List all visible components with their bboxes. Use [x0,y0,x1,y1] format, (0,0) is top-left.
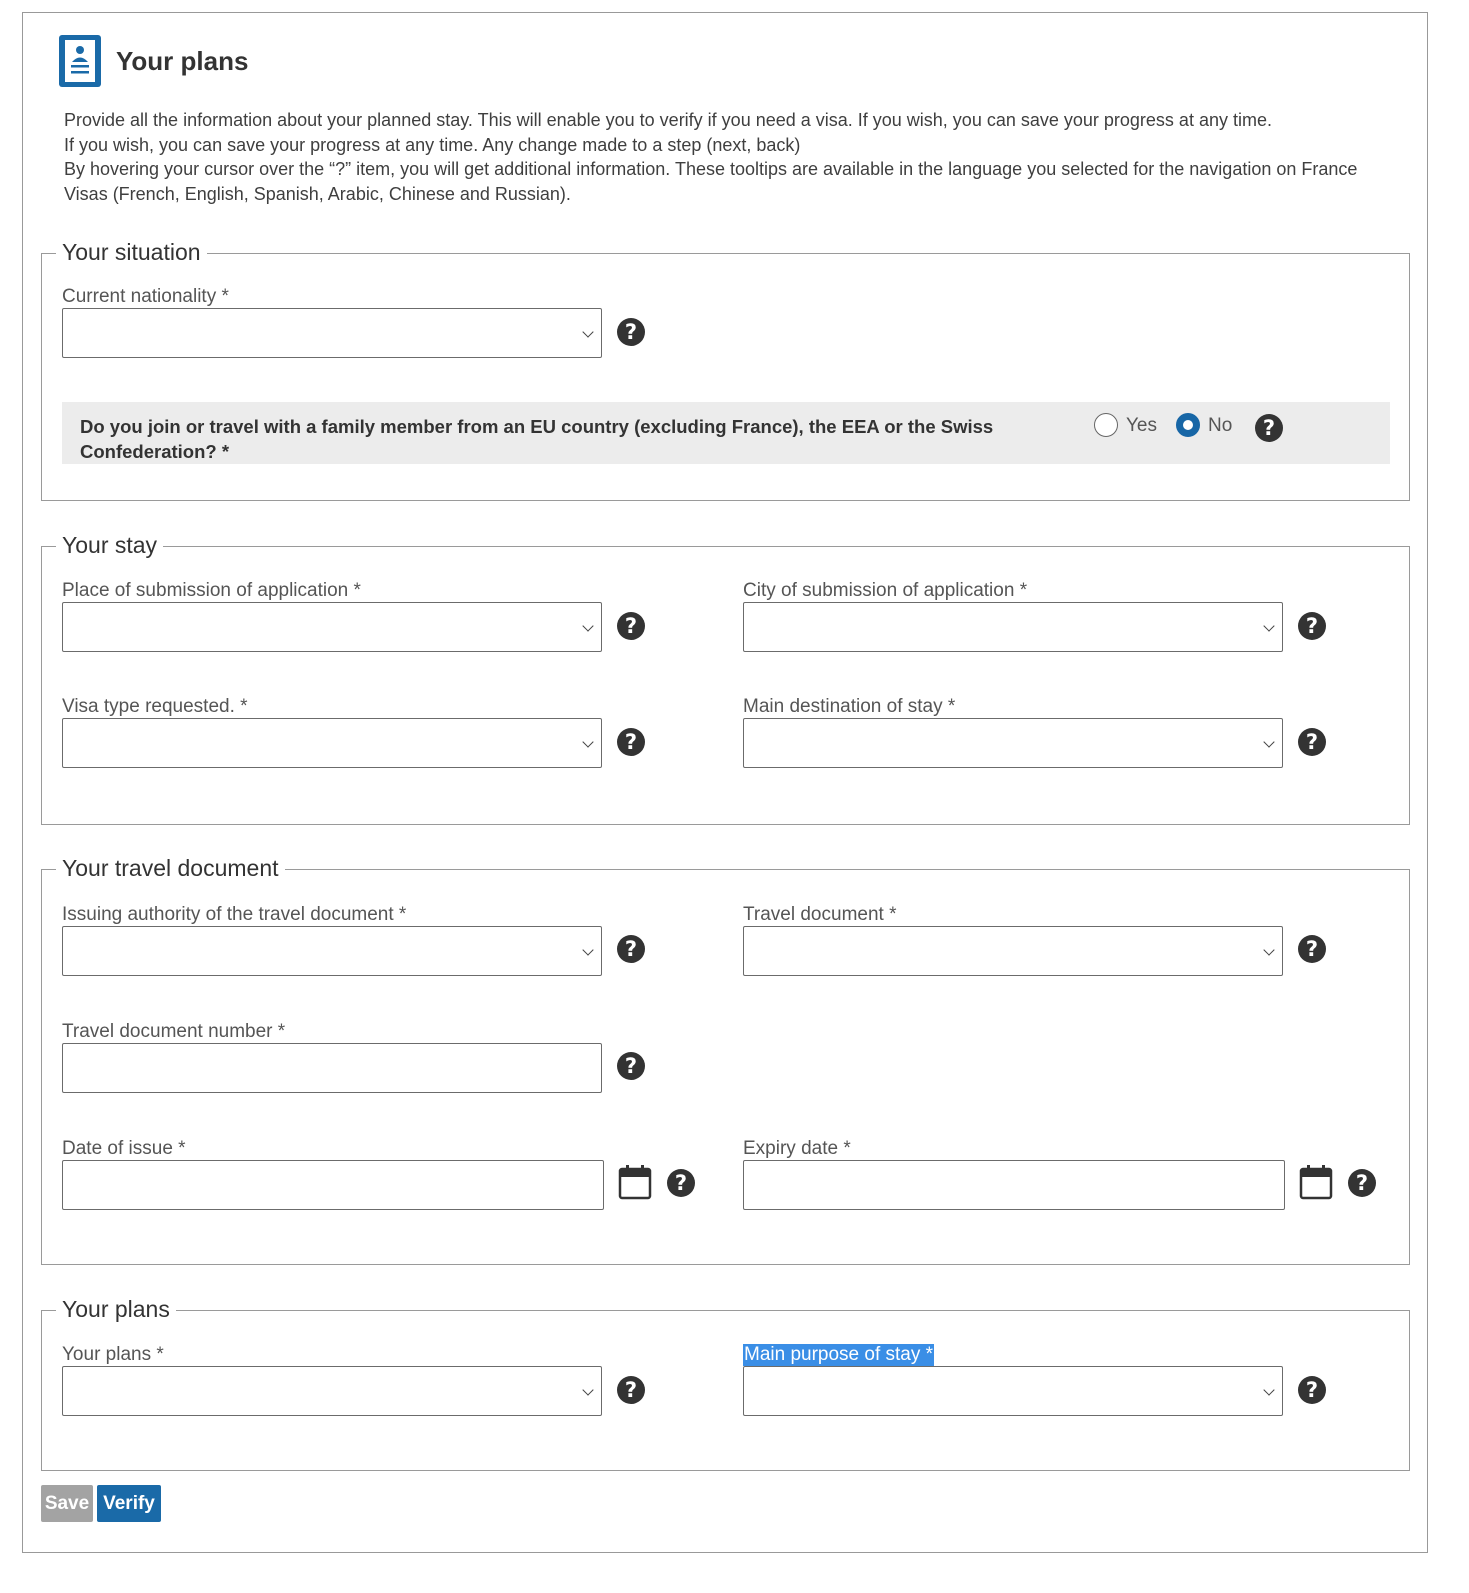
help-icon[interactable]: ? [1298,612,1326,640]
chevron-down-icon [582,620,593,631]
radio-no[interactable] [1176,413,1200,437]
your-plans-select[interactable] [62,1366,602,1416]
page-title: Your plans [116,45,249,76]
verify-button[interactable]: Verify [97,1485,161,1522]
calendar-icon[interactable] [618,1164,652,1200]
intro-line-3: By hovering your cursor over the “?” item, you will get additional information. These tooltips are available in the language you selected for the navigation on France Visas (French, English, Spanish, Arabic, Chinese and Russian). [64,159,1358,204]
field-label: Issuing authority of the travel document * [62,904,407,925]
help-icon[interactable]: ? [1298,935,1326,963]
intro-line-1: Provide all the information about your planned stay. This will enable you to verify if you need a visa. If you wish, you can save your progress at any time. [64,110,1272,130]
section-your-stay [41,532,1410,825]
chevron-down-icon [582,326,593,337]
help-icon[interactable]: ? [667,1169,695,1197]
help-icon[interactable]: ? [617,1376,645,1404]
section-your-travel-document [41,855,1410,1265]
expiry-date-input[interactable] [743,1160,1285,1210]
radio-yes[interactable] [1094,413,1118,437]
radio-no-label: No [1208,415,1233,436]
section-legend: Your stay [56,529,163,561]
section-legend: Your travel document [56,852,285,884]
chevron-down-icon [1263,1384,1274,1395]
radio-yes-label: Yes [1126,415,1157,436]
calendar-icon[interactable] [1299,1164,1333,1200]
main-destination-select[interactable] [743,718,1283,768]
field-label: Place of submission of application * [62,580,361,601]
family-member-question: Do you join or travel with a family member from an EU country (excluding France), the EEA or the Swiss Confederation? * [80,416,994,462]
chevron-down-icon [1263,736,1274,747]
chevron-down-icon [582,1384,593,1395]
field-label: Travel document number * [62,1021,286,1042]
family-member-question-row [62,402,1390,464]
field-label: Expiry date * [743,1138,851,1159]
field-label-selected: Main purpose of stay * [744,1344,934,1365]
help-icon[interactable]: ? [1298,728,1326,756]
document-icon [58,34,102,88]
field-label: Travel document * [743,904,897,925]
travel-document-select[interactable] [743,926,1283,976]
chevron-down-icon [582,736,593,747]
section-legend: Your situation [56,236,207,268]
chevron-down-icon [1263,620,1274,631]
help-icon[interactable]: ? [617,728,645,756]
section-legend: Your plans [56,1293,176,1325]
section-your-situation [41,239,1410,501]
help-icon[interactable]: ? [617,1052,645,1080]
field-label: Your plans * [62,1344,164,1365]
page-header [58,34,248,88]
help-icon[interactable]: ? [1255,414,1283,442]
nationality-select[interactable] [62,308,602,358]
travel-document-number-input[interactable] [62,1043,602,1093]
intro-text [64,108,1394,206]
help-icon[interactable]: ? [1298,1376,1326,1404]
field-label: Visa type requested. * [62,696,248,717]
field-label: Current nationality * [62,286,229,307]
field-label: Date of issue * [62,1138,186,1159]
visa-type-select[interactable] [62,718,602,768]
chevron-down-icon [1263,944,1274,955]
help-icon[interactable]: ? [617,318,645,346]
help-icon[interactable]: ? [617,612,645,640]
help-icon[interactable]: ? [617,935,645,963]
place-of-submission-select[interactable] [62,602,602,652]
city-of-submission-select[interactable] [743,602,1283,652]
intro-line-2: If you wish, you can save your progress at any time. Any change made to a step (next, back) [64,134,801,155]
main-purpose-select[interactable] [743,1366,1283,1416]
issuing-authority-select[interactable] [62,926,602,976]
date-of-issue-input[interactable] [62,1160,604,1210]
field-label: Main destination of stay * [743,696,956,717]
field-label: City of submission of application * [743,580,1028,601]
section-your-plans [41,1296,1410,1471]
help-icon[interactable]: ? [1348,1169,1376,1197]
save-button[interactable]: Save [41,1485,93,1522]
chevron-down-icon [582,944,593,955]
